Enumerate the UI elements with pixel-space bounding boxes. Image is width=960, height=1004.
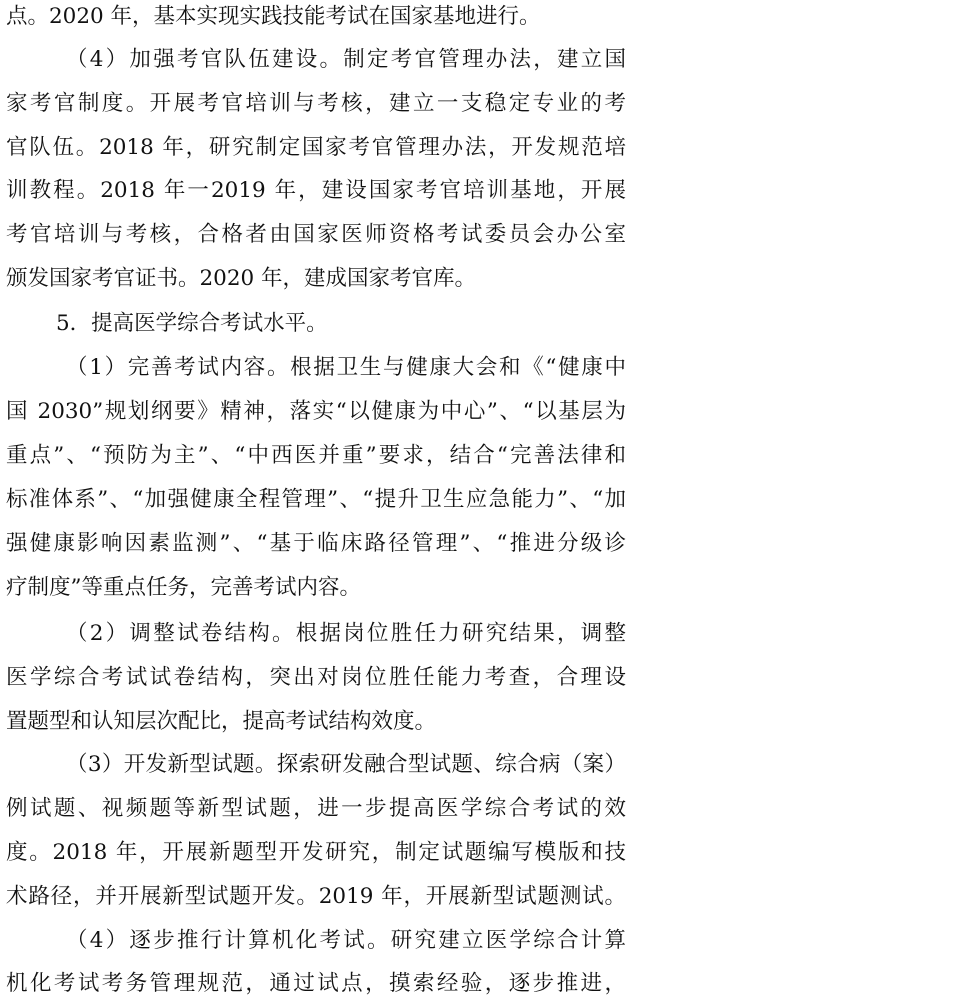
text-line: 机化考试考务管理规范，通过试点，摸索经验，逐步推进， <box>6 971 626 996</box>
text-line: 官队伍。2018 年，研究制定国家考官管理办法，开发规范培 <box>6 135 626 160</box>
text-line: 重点”、“预防为主”、“中西医并重”要求，结合“完善法律和 <box>6 443 626 468</box>
text-line: 医学综合考试试卷结构，突出对岗位胜任能力考查，合理设 <box>6 665 626 690</box>
text-line: 颁发国家考官证书。2020 年，建成国家考官库。 <box>6 266 477 291</box>
section-heading: 5．提高医学综合考试水平。 <box>56 311 328 336</box>
text-line: （4）加强考官队伍建设。制定考官管理办法，建立国 <box>66 47 626 72</box>
text-line: 术路径，并开展新型试题开发。2019 年，开展新型试题测试。 <box>6 884 626 909</box>
text-line: （4）逐步推行计算机化考试。研究建立医学综合计算 <box>66 928 626 953</box>
text-line: 例试题、视频题等新型试题，进一步提高医学综合考试的效 <box>6 796 626 821</box>
text-line: （3）开发新型试题。探索研发融合型试题、综合病（案） <box>66 752 626 777</box>
text-line: 度。2018 年，开展新题型开发研究，制定试题编写模版和技 <box>6 840 626 865</box>
text-line: 标准体系”、“加强健康全程管理”、“提升卫生应急能力”、“加 <box>6 487 626 512</box>
text-line: （2）调整试卷结构。根据岗位胜任力研究结果，调整 <box>66 621 626 646</box>
text-line: 点。2020 年，基本实现实践技能考试在国家基地进行。 <box>6 4 541 29</box>
text-line: 国 2030”规划纲要》精神，落实“以健康为中心”、“以基层为 <box>6 399 626 424</box>
text-line: 家考官制度。开展考官培训与考核，建立一支稳定专业的考 <box>6 91 626 116</box>
text-line: 置题型和认知层次配比，提高考试结构效度。 <box>6 709 437 734</box>
text-line: 训教程。2018 年一2019 年，建设国家考官培训基地，开展 <box>6 178 626 203</box>
text-line: 考官培训与考核，合格者由国家医师资格考试委员会办公室 <box>6 222 626 247</box>
text-line: 强健康影响因素监测”、“基于临床路径管理”、“推进分级诊 <box>6 531 626 556</box>
text-line: 疗制度”等重点任务，完善考试内容。 <box>6 575 361 600</box>
text-line: （1）完善考试内容。根据卫生与健康大会和《“健康中 <box>66 355 626 380</box>
